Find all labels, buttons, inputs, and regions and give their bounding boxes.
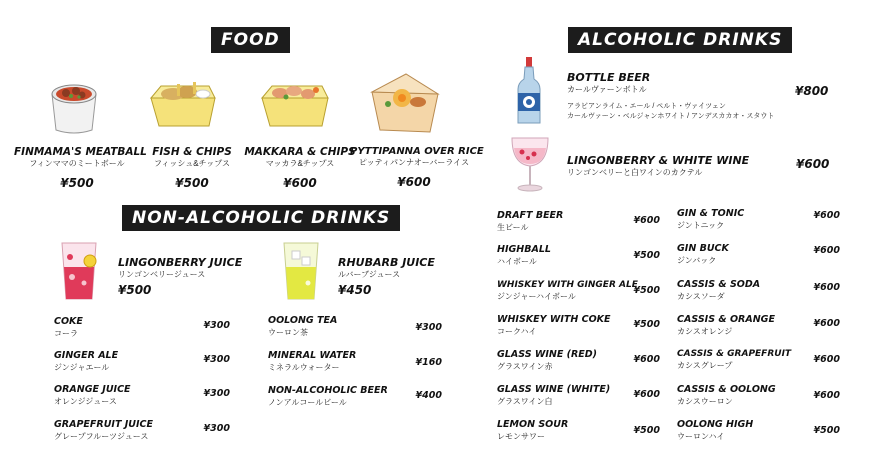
menu-item — [497, 314, 660, 337]
menu-item — [497, 279, 660, 302]
featured-drink — [118, 256, 242, 297]
menu-item — [497, 244, 660, 267]
food-item — [350, 146, 484, 189]
item-price: ¥600 — [633, 389, 660, 400]
menu-item — [677, 314, 840, 337]
item-name: ORANGE JUICE — [54, 384, 131, 395]
item-price: ¥500 — [813, 425, 840, 436]
menu-item — [497, 349, 660, 372]
food-item-name: FINMAMA'S MEATBALL — [14, 146, 147, 158]
item-ja: カシスグレープ — [677, 361, 733, 370]
item-name: WHISKEY WITH COKE — [497, 314, 611, 325]
item-name: GLASS WINE (RED) — [497, 349, 597, 360]
featured-drink-price: ¥500 — [118, 283, 152, 297]
beer-bottle-icon — [514, 55, 544, 127]
menu-item — [677, 208, 840, 231]
food-item — [136, 146, 248, 190]
item-name: MINERAL WATER — [268, 350, 357, 361]
food-item-ja: フィンママのミートボール — [29, 159, 125, 168]
item-ja: カシスオレンジ — [677, 327, 733, 336]
item-price: ¥300 — [203, 423, 230, 434]
item-ja: グラスワイン赤 — [497, 362, 553, 371]
featured-drink-name: LINGONBERRY JUICE — [118, 256, 243, 269]
menu-item — [677, 384, 840, 407]
item-price: ¥500 — [633, 250, 660, 261]
non-alcoholic-section-title: NON-ALCOHOLIC DRINKS — [122, 205, 400, 231]
item-ja: コーラ — [54, 329, 78, 338]
item-price: ¥600 — [813, 282, 840, 293]
featured-drink-name: RHUBARB JUICE — [338, 256, 435, 269]
item-ja: ミネラルウォーター — [268, 363, 340, 372]
pyttipanna-box-icon — [366, 68, 444, 140]
menu-item — [677, 419, 840, 442]
food-item-ja: フィッシュ&チップス — [154, 159, 230, 168]
item-price: ¥500 — [633, 285, 660, 296]
item-price: ¥500 — [633, 425, 660, 436]
item-ja: カシスウーロン — [677, 397, 733, 406]
item-name: GIN & TONIC — [677, 208, 745, 219]
food-item-name: FISH & CHIPS — [152, 146, 232, 158]
lingonberry-wine-price: ¥600 — [796, 157, 830, 171]
item-name: CASSIS & GRAPEFRUIT — [677, 349, 792, 359]
item-name: LEMON SOUR — [497, 419, 569, 430]
menu-item — [497, 419, 660, 442]
fish-and-chips-box-icon — [147, 72, 219, 134]
food-item-ja: ピッティパンナオーバーライス — [358, 158, 470, 167]
item-price: ¥600 — [813, 210, 840, 221]
item-price: ¥600 — [813, 390, 840, 401]
item-ja: ウーロン茶 — [268, 328, 308, 337]
food-item-price: ¥600 — [397, 175, 431, 189]
food-item-price: ¥600 — [283, 176, 317, 190]
item-ja: ノンアルコールビール — [268, 398, 347, 407]
item-price: ¥300 — [203, 320, 230, 331]
item-ja: カールヴァーンボトル — [567, 85, 647, 94]
item-ja: ウーロンハイ — [677, 432, 725, 441]
item-name: OOLONG HIGH — [677, 419, 754, 430]
alcoholic-section-title: ALCOHOLIC DRINKS — [568, 27, 792, 53]
item-name: HIGHBALL — [497, 244, 551, 255]
item-ja: カシスソーダ — [677, 292, 725, 301]
item-name: COKE — [54, 316, 83, 327]
rhubarb-juice-glass-icon — [278, 237, 324, 303]
food-section-title: FOOD — [211, 27, 290, 53]
featured-drink-ja: ルバーブジュース — [338, 270, 401, 279]
food-item — [14, 146, 147, 190]
menu-item — [268, 350, 442, 373]
menu-item — [497, 210, 660, 233]
menu-item — [54, 316, 230, 339]
item-desc: アラビアンライム・エール / ペルト・ヴァイツェン — [567, 103, 726, 110]
item-name: BOTTLE BEER — [567, 71, 651, 84]
item-ja: ジンジャーハイボール — [497, 292, 576, 301]
featured-drink-price: ¥450 — [338, 283, 372, 297]
item-ja: ジンジャエール — [54, 363, 110, 372]
food-item-ja: マッカラ&チップス — [265, 159, 335, 168]
item-price: ¥500 — [633, 319, 660, 330]
menu-item — [497, 384, 660, 407]
bottle-beer-price: ¥800 — [795, 84, 829, 98]
wine-glass-icon — [508, 134, 552, 194]
item-name: CASSIS & SODA — [677, 279, 761, 290]
item-name: GRAPEFRUIT JUICE — [54, 419, 154, 430]
item-name: CASSIS & OOLONG — [677, 384, 776, 395]
item-ja: ハイボール — [497, 257, 537, 266]
item-name: NON-ALCOHOLIC BEER — [268, 385, 388, 396]
item-ja: コークハイ — [497, 327, 537, 336]
menu-item — [677, 348, 840, 371]
item-name: LINGONBERRY & WHITE WINE — [567, 154, 750, 167]
item-name: GINGER ALE — [54, 350, 119, 361]
item-price: ¥600 — [633, 215, 660, 226]
meatball-bowl-icon — [44, 72, 104, 138]
item-price: ¥600 — [813, 318, 840, 329]
menu-item — [677, 243, 840, 266]
featured-drink-ja: リンゴンベリージュース — [118, 270, 206, 279]
item-price: ¥400 — [415, 390, 442, 401]
food-item — [244, 146, 356, 190]
menu-item — [54, 419, 230, 442]
item-name: GLASS WINE (WHITE) — [497, 384, 611, 395]
bottle-beer-item — [567, 71, 774, 121]
item-price: ¥600 — [813, 354, 840, 365]
item-ja: レモンサワー — [497, 432, 545, 441]
item-price: ¥600 — [633, 354, 660, 365]
item-name: CASSIS & ORANGE — [677, 314, 775, 325]
lingonberry-juice-glass-icon — [56, 237, 102, 303]
item-price: ¥160 — [415, 357, 442, 368]
item-price: ¥300 — [415, 322, 442, 333]
menu-item — [268, 315, 442, 338]
item-desc: カールヴァーン・ベルジャンホワイト / アンデスカカオ・スタウト — [567, 113, 775, 120]
food-item-name: MAKKARA & CHIPS — [244, 146, 356, 158]
food-item-price: ¥500 — [60, 176, 94, 190]
item-ja: 生ビール — [497, 223, 529, 232]
item-price: ¥600 — [813, 245, 840, 256]
menu-item — [54, 350, 230, 373]
item-ja: リンゴンベリーと白ワインのカクテル — [567, 168, 703, 177]
item-ja: ジントニック — [677, 221, 725, 230]
menu-item — [677, 279, 840, 302]
item-name: GIN BUCK — [677, 243, 729, 254]
item-name: WHISKEY WITH GINGER ALE — [497, 280, 638, 290]
lingonberry-wine-item — [567, 154, 749, 178]
food-item-name: PYTTIPANNA OVER RICE — [350, 146, 484, 157]
menu-item — [54, 384, 230, 407]
item-price: ¥300 — [203, 388, 230, 399]
menu-item — [268, 385, 442, 408]
item-price: ¥300 — [203, 354, 230, 365]
makkara-and-chips-box-icon — [258, 72, 333, 134]
item-ja: グラスワイン白 — [497, 397, 553, 406]
item-ja: ジンバック — [677, 256, 717, 265]
food-item-price: ¥500 — [175, 176, 209, 190]
item-ja: オレンジジュース — [54, 397, 117, 406]
item-name: OOLONG TEA — [268, 315, 338, 326]
item-ja: グレープフルーツジュース — [54, 432, 149, 441]
featured-drink — [338, 256, 435, 297]
item-name: DRAFT BEER — [497, 210, 564, 221]
